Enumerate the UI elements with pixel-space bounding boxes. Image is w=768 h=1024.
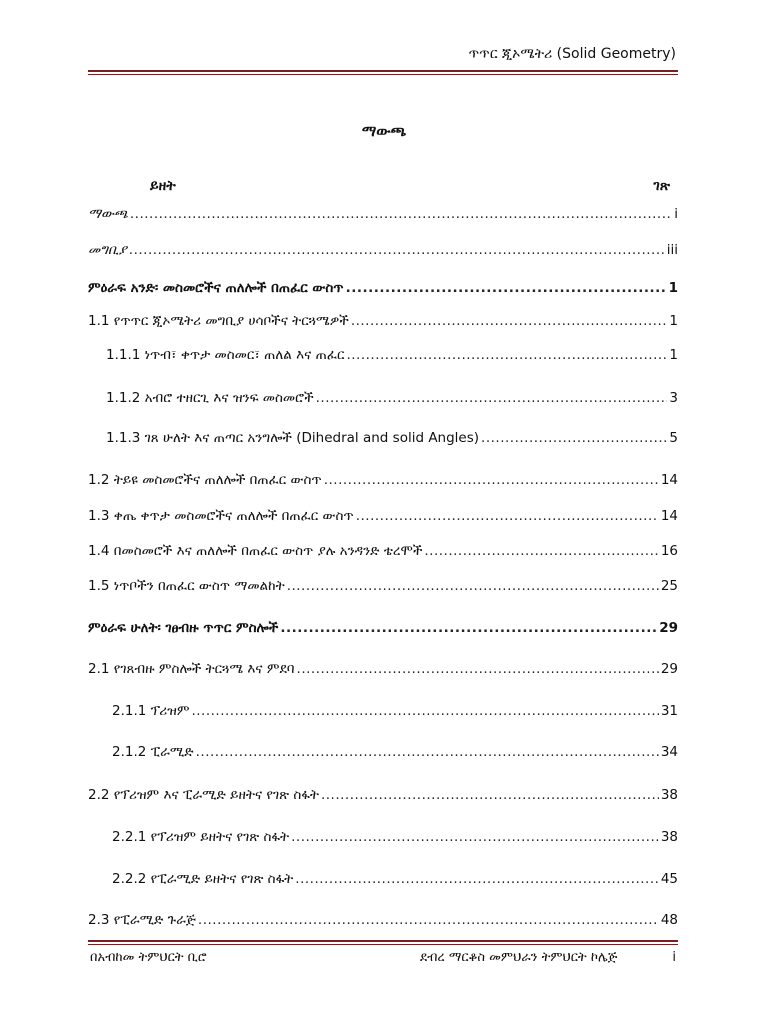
toc-entry-page: 1 [669,347,678,363]
footer-college: ደብረ ማርቆስ መምህራን ትምህርት ኮሌጅ [420,950,618,965]
toc-entry[interactable] [106,390,678,406]
toc-entry[interactable] [88,206,678,222]
toc-entry-label: 1.1.2 አብሮ ተዘርጊ እና ዝንፍ መስመሮች [106,390,314,406]
toc-entry-page: 14 [660,508,678,524]
footer-institution: በአብከመ ትምህርት ቢሮ [90,950,207,965]
toc-entry-page: 48 [660,912,678,928]
toc-entry-page: 14 [660,472,678,488]
toc-entry-page: 3 [669,390,678,406]
toc-entry-label: ምዕራፍ ሁለት፡ ገፀብዙ ጥጥር ምስሎች [88,620,279,636]
toc-entry-page: 5 [669,430,678,446]
toc-entry-label: ምዕራፍ አንድ፡ መስመሮችና ጠለሎች በጠፈር ውስጥ [88,280,344,296]
toc-entry-label: 2.2 የፕሪዝም እና ፒራሚድ ይዘትና የገጽ ስፋት [88,787,319,803]
toc-entry[interactable] [88,472,678,488]
footer-rule-thin [88,944,678,945]
toc-entry[interactable] [88,543,678,559]
footer-rule [88,940,678,942]
toc-entry-label: ማውጫ [88,206,128,222]
toc-entry-label: 2.2.1 የፕሪዝም ይዘትና የገጽ ስፋት [112,829,290,845]
running-header-title: ጥጥር ጂኦሜትሪ (Solid Geometry) [468,46,676,62]
toc-entry-chapter[interactable] [88,620,678,636]
toc-entry-page: 1 [669,313,678,329]
toc-entry-label: 1.3 ቀጤ ቀጥታ መስመሮችና ጠለሎች በጠፈር ውስጥ [88,508,354,524]
toc-entry-page: 45 [660,871,678,887]
toc-entry-page: 31 [660,703,678,719]
toc-entry-page: i [674,206,678,222]
toc-entry[interactable] [88,313,678,329]
toc-entry[interactable] [88,578,678,594]
toc-entry-page: 34 [660,744,678,760]
toc-entry-label: 1.5 ነጥቦችን በጠፈር ውስጥ ማመልከት [88,578,285,594]
toc-title: ማውጫ [361,122,407,140]
header-rule [88,70,678,72]
toc-entry-page: iii [666,242,678,258]
toc-entry-label: 1.2 ትይዩ መስመሮችና ጠለሎች በጠፈር ውስጥ [88,472,322,488]
toc-entry-label: 2.1.2 ፒራሚድ [112,744,194,760]
toc-entry[interactable] [88,912,678,928]
toc-entry-page: 1 [668,280,678,296]
toc-entry-label: 1.1 የጥጥር ጂኦሜትሪ መግቢያ ሀሳቦችና ትርጓሜዎች [88,313,349,329]
toc-entry[interactable] [112,744,678,760]
toc-entry-label: 2.1.1 ፕሪዝም [112,703,190,719]
toc-entry-label: 2.2.2 የፒራሚድ ይዘትና የገጽ ስፋት [112,871,294,887]
column-header-page: ገጽ [653,178,670,194]
toc-entry[interactable] [106,347,678,363]
toc-entry[interactable] [112,829,678,845]
toc-entry-page: 38 [660,787,678,803]
toc-entry[interactable] [88,661,678,677]
toc-entry-page: 25 [660,578,678,594]
toc-entry[interactable] [88,242,678,258]
toc-entry-label: 1.4 በመስመሮች እና ጠለሎች በጠፈር ውስጥ ያሉ አንዳንድ ቴረሞች [88,543,423,559]
toc-entry[interactable] [112,703,678,719]
toc-entry-page: 29 [659,620,678,636]
toc-entry-chapter[interactable] [88,280,678,296]
header-rule-thin [88,74,678,75]
toc-entry-label: መግቢያ [88,242,127,258]
toc-entry-label: 2.1 የገጸብዙ ምስሎች ትርጓሜ እና ምደባ [88,661,295,677]
column-header-content: ይዘት [150,178,176,194]
toc-entry-label: 2.3 የፒራሚድ ጉራጅ [88,912,196,928]
toc-entry[interactable] [112,871,678,887]
footer-page-number: i [672,950,676,965]
toc-entry[interactable] [106,430,678,446]
toc-entry-page: 29 [660,661,678,677]
toc-entry-label: 1.1.3 ገጸ ሁለት እና ጠጣር አንግሎች (Dihedral and solid Angles) [106,430,480,446]
toc-entry[interactable] [88,508,678,524]
toc-entry[interactable] [88,787,678,803]
toc-entry-label: 1.1.1 ነጥብ፣ ቀጥታ መስመር፣ ጠለል እና ጠፈር [106,347,345,363]
toc-entry-page: 38 [660,829,678,845]
toc-entry-page: 16 [660,543,678,559]
